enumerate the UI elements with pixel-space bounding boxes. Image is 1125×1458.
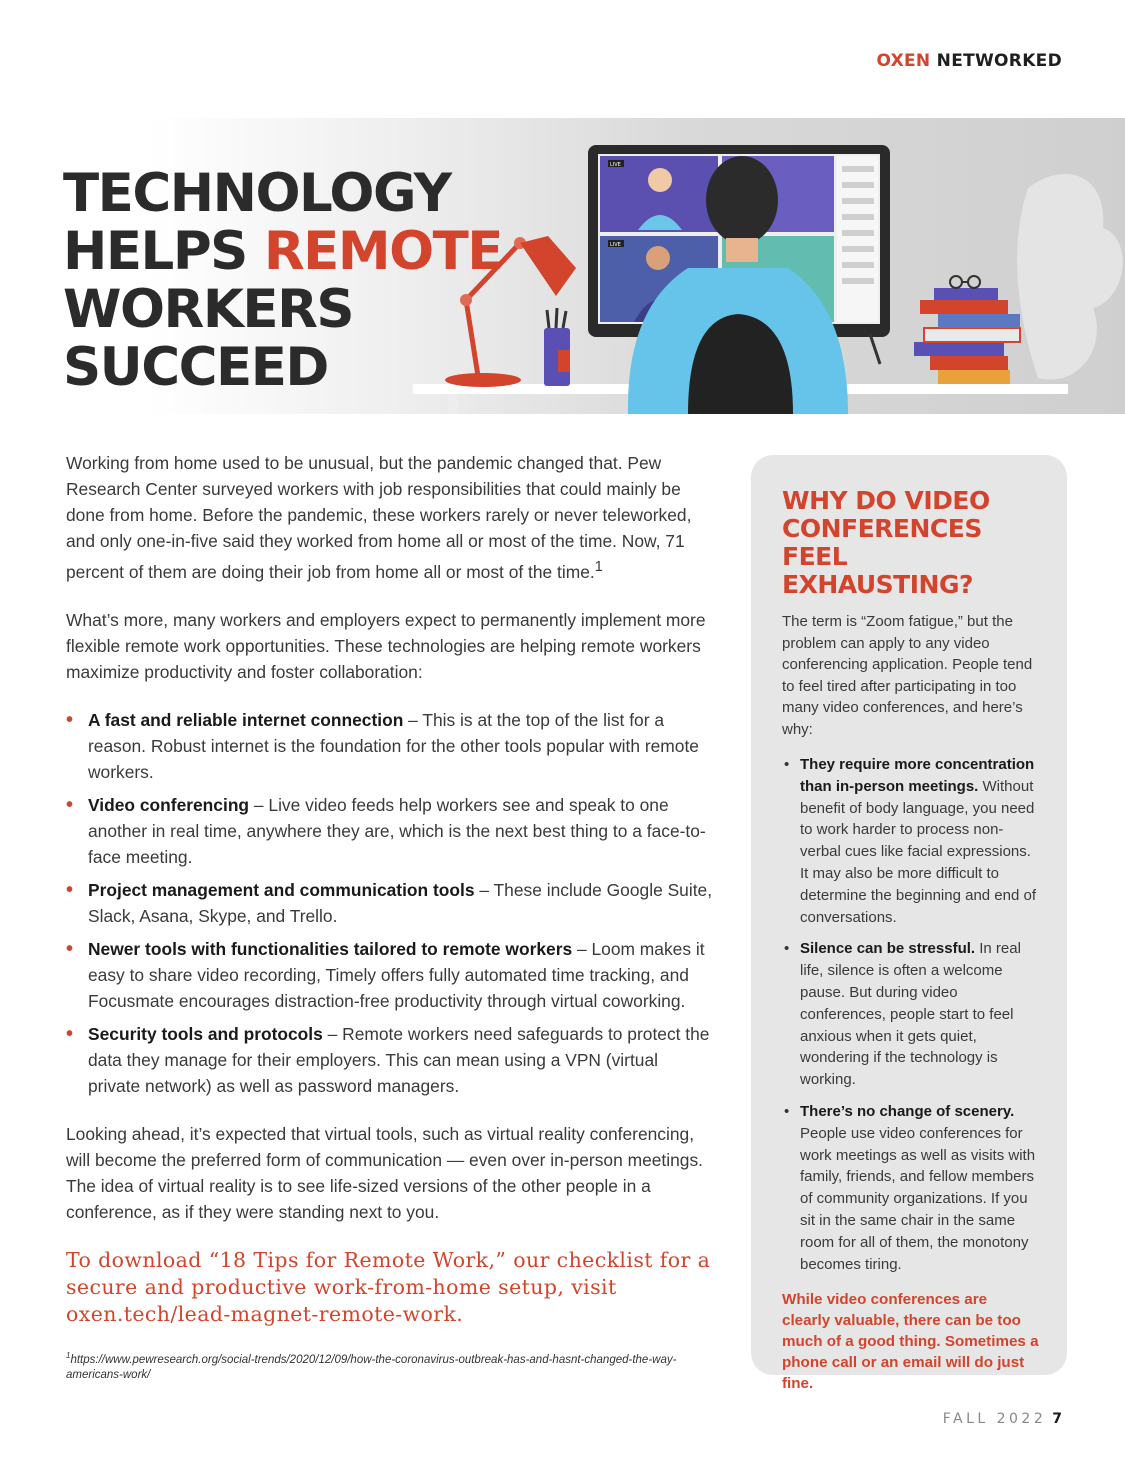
- footnote-number: 1: [66, 1350, 71, 1360]
- article-body: [66, 450, 714, 1383]
- sidebar-item-title: There’s no change of scenery.: [800, 1102, 1015, 1120]
- sidebar-heading: WHY DO VIDEO CONFERENCES FEEL EXHAUSTING?: [782, 486, 990, 599]
- sidebar-item-text: In real life, silence is often a welcome pause. But during video conferences, people start to feel anxious when it gets quiet, wondering if the technology is working.: [800, 940, 1021, 1089]
- second-paragraph: What’s more, many workers and employers expect to permanently implement more flexible remote work opportunities. These technologies are helping remote workers maximize productivity and foster collaboration:: [66, 609, 706, 682]
- list-item-text: – Remote workers need safeguards to protect the data they manage for their employers. This can mean using a VPN (virtual private network) as well as password managers.: [88, 1023, 710, 1096]
- glasses-icon: [950, 276, 980, 288]
- pen-holder-icon: [544, 308, 570, 386]
- technology-list: [66, 707, 714, 1099]
- page-number: 7: [1052, 1411, 1062, 1427]
- brand-main: NETWORKED: [936, 51, 1062, 71]
- title-line-2: [63, 223, 502, 281]
- footnote-ref: 1: [594, 559, 603, 575]
- sidebar-list-item: [782, 1101, 1039, 1275]
- sidebar-item-title: They require more concentration than in-person meetings.: [800, 756, 1035, 795]
- list-item-text: – Live video feeds help workers see and speak to one another in real time, anywhere they are, which is the next best thing to a face-to-face meeting.: [88, 794, 706, 867]
- footnote: [66, 1348, 714, 1383]
- sidebar-intro: The term is “Zoom fatigue,” but the problem can apply to any video conferencing application. People tend to feel tired after participating in too many video conferences, and here’s why:: [782, 613, 1033, 738]
- list-item-text: – This is at the top of the list for a reason. Robust internet is the foundation for the other tools popular with remote workers.: [88, 709, 699, 782]
- sidebar-item-text: Without benefit of body language, you need to work harder to process non-verbal cues like facial expressions. It may also be more difficult to determine the beginning and end of conversations.: [800, 777, 1037, 926]
- intro-text: Working from home used to be unusual, but the pandemic changed that. Pew Research Center surveyed workers with job responsibilities that could mainly be done from home. Before the pandemic, these workers rarely or never teleworked, and only one-in-five said they worked from home all or most of the time. Now, 71 percent of them are doing their job from home all or most of the time.: [66, 453, 692, 582]
- list-item: [66, 792, 714, 870]
- list-item: [66, 1021, 714, 1099]
- sidebar-list: [782, 754, 1039, 1275]
- title-line-4: SUCCEED: [63, 337, 328, 398]
- list-item-title: Newer tools with functionalities tailored to remote workers: [88, 938, 573, 959]
- book-stack-icon: [914, 288, 1020, 384]
- issue-label: FALL 2022: [942, 1411, 1047, 1427]
- footnote-url[interactable]: https://www.pewresearch.org/social-trends/2020/12/09/how-the-coronavirus-outbreak-has-and-hasnt-changed-the-way-americans-work/: [66, 1353, 677, 1381]
- closing-paragraph: Looking ahead, it’s expected that virtual tools, such as virtual reality conferencing, will become the preferred form of communication — even over in-person meetings. The idea of virtual reality is to see life-sized versions of the other people in a conference, as if they were standing next to you.: [66, 1123, 703, 1222]
- title-line-1: TECHNOLOGY: [63, 163, 451, 224]
- sidebar-list-item: [782, 754, 1039, 928]
- sidebar-closing: While video conferences are clearly valuable, there can be too much of a good thing. Sometimes a phone call or an email will do just fine.: [782, 1291, 1039, 1393]
- live-badge-2: LIVE: [610, 242, 621, 248]
- sidebar-box: [751, 455, 1067, 1393]
- title-accent-word: REMOTE: [263, 221, 502, 282]
- intro-paragraph: [66, 450, 714, 585]
- list-item: [66, 877, 714, 929]
- download-cta[interactable]: To download “18 Tips for Remote Work,” our checklist for a secure and productive work-from-home setup, visit oxen.tech/lead-magnet-remote-work.: [66, 1247, 711, 1326]
- brand-accent: OXEN: [876, 51, 931, 71]
- list-item-title: A fast and reliable internet connection: [88, 709, 404, 730]
- list-item-text: – Loom makes it easy to share video recording, Timely offers fully automated time tracking, and Focusmate encourages distraction-free productivity through virtual coworking.: [88, 938, 705, 1011]
- list-item-title: Video conferencing: [88, 794, 250, 815]
- sidebar-item-title: Silence can be stressful.: [800, 940, 976, 958]
- list-item: [66, 707, 714, 785]
- title-line-2-part-a: HELPS: [63, 221, 264, 282]
- sidebar-list-item: [782, 938, 1039, 1091]
- list-item-title: Security tools and protocols: [88, 1023, 323, 1044]
- live-badge: LIVE: [610, 162, 621, 168]
- page-footer: [943, 1411, 1062, 1427]
- sidebar-item-text: People use video conferences for work meetings as well as visits with family, friends, and fellow members of community organizations. If you sit in the same chair in the same room for all of them, the monotony becomes tiring.: [800, 1124, 1036, 1273]
- list-item: [66, 936, 714, 1014]
- brand-logo: [876, 51, 1062, 71]
- list-item-title: Project management and communication tools: [88, 879, 475, 900]
- page-title: [63, 165, 502, 397]
- list-item-text: – These include Google Suite, Slack, Asana, Skype, and Trello.: [88, 879, 713, 926]
- title-line-3: WORKERS: [63, 279, 354, 340]
